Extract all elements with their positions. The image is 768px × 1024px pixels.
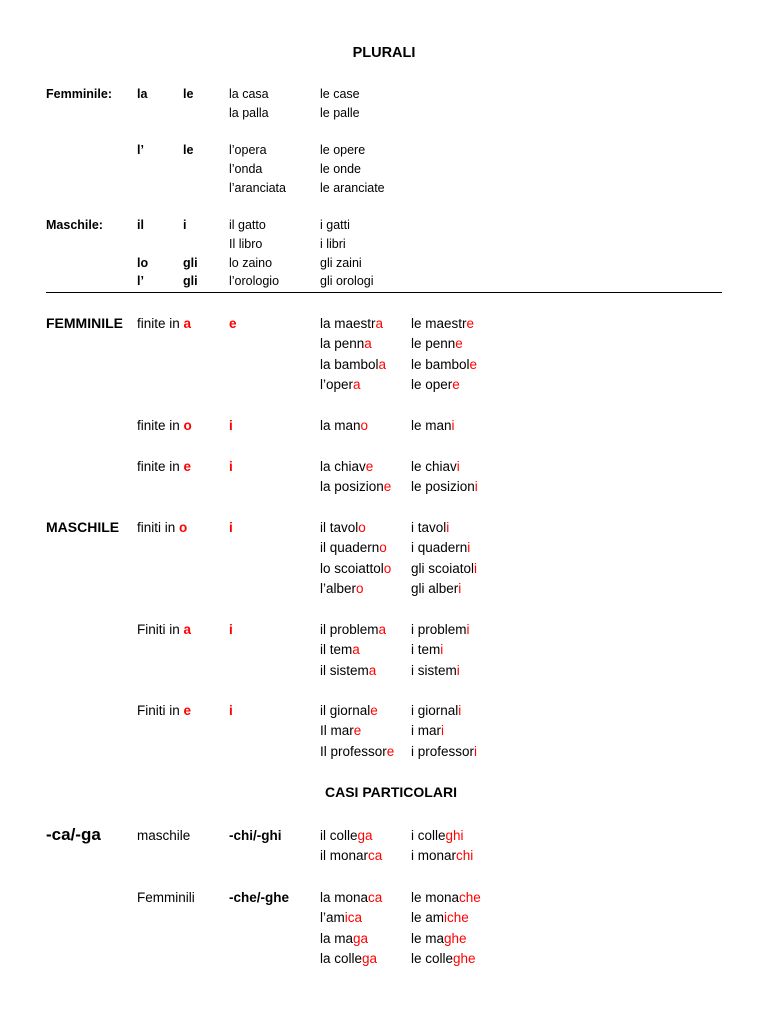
example-plural: le palle (320, 106, 360, 120)
plural-column (411, 701, 477, 762)
ending-rule: finite in a (137, 316, 192, 331)
plural-column (411, 314, 477, 396)
ending-rule: Finiti in a (137, 622, 192, 637)
example-plural: gli zaini (320, 256, 362, 270)
word-singular: il tema (320, 642, 360, 658)
example-singular: l’opera (229, 143, 267, 157)
word-singular: la mano (320, 418, 369, 433)
example-singular: la casa (229, 87, 269, 101)
example-singular: l’orologio (229, 274, 280, 288)
plural-column (411, 888, 481, 970)
maschile-heading: MASCHILE (46, 519, 120, 535)
page-title: PLURALI (352, 45, 416, 61)
plural-ending: i (229, 459, 233, 474)
singular-column (320, 888, 382, 970)
article-plural: le (183, 143, 194, 157)
word-plural: i problemi (411, 622, 470, 637)
article-singular: l’ (137, 143, 144, 157)
word-singular: lo scoiattolo (320, 560, 392, 576)
plural-ending: e (229, 316, 237, 331)
section-heading: CASI PARTICOLARI (325, 784, 457, 800)
article-plural: gli (183, 256, 198, 270)
plural-column (411, 620, 470, 681)
word-plural: le maestre (411, 316, 475, 331)
femminile-heading: FEMMINILE (46, 315, 123, 331)
example-singular: il gatto (229, 218, 266, 232)
word-plural: i tavoli (411, 520, 450, 535)
word-singular: il sistema (320, 662, 377, 678)
word-plural: le colleghe (411, 951, 476, 967)
word-plural: gli scoiatoli (411, 560, 478, 576)
article-singular: il (137, 218, 144, 232)
example-singular: lo zaino (229, 256, 273, 270)
word-plural: i temi (411, 642, 444, 658)
word-singular: il quaderno (320, 540, 387, 556)
word-singular: l’amica (320, 910, 363, 926)
plural-ending: i (229, 520, 233, 535)
ending-rule: finite in e (137, 459, 192, 474)
word-singular: la collega (320, 951, 378, 967)
word-singular: il collega (320, 828, 373, 843)
example-singular: l’onda (229, 162, 263, 176)
word-plural: le bambole (411, 356, 478, 372)
plural-column (411, 416, 455, 436)
word-plural: i monarchi (411, 848, 474, 864)
word-singular: l’albero (320, 581, 364, 597)
word-plural: i professori (411, 743, 478, 759)
ending-rule: finite in o (137, 418, 192, 433)
article-singular: la (137, 87, 148, 101)
example-plural: le case (320, 87, 360, 101)
word-singular: Il professore (320, 743, 395, 759)
plural-column (411, 457, 478, 498)
plural-ending: -che/-ghe (229, 890, 290, 905)
gender-label: maschile (137, 828, 191, 843)
word-plural: le posizioni (411, 479, 478, 495)
singular-column (320, 518, 391, 600)
word-plural: i mari (411, 723, 444, 739)
word-plural: i colleghi (411, 828, 464, 843)
word-singular: il giornale (320, 703, 378, 718)
singular-column (320, 620, 386, 681)
articles-maschile-label: Maschile: (46, 218, 103, 232)
article-singular: lo (137, 256, 149, 270)
example-plural: i gatti (320, 218, 350, 232)
word-plural: le opere (411, 377, 460, 393)
word-plural: le penne (411, 336, 463, 352)
word-singular: la maestra (320, 316, 384, 331)
plural-ending: i (229, 418, 233, 433)
word-plural: le maghe (411, 930, 467, 946)
plural-ending: i (229, 703, 233, 718)
articles-femminile-label: Femminile: (46, 87, 112, 101)
word-plural: le amiche (411, 910, 469, 926)
word-plural: le monache (411, 890, 481, 905)
word-singular: il tavolo (320, 520, 366, 535)
plural-column (411, 826, 473, 867)
divider (46, 292, 722, 293)
casi-label: -ca/-ga (46, 825, 101, 844)
example-plural: le aranciate (320, 181, 385, 195)
singular-column (320, 416, 368, 436)
article-plural: gli (183, 274, 198, 288)
plural-ending: -chi/-ghi (229, 828, 282, 843)
word-singular: la chiave (320, 459, 374, 474)
article-plural: le (183, 87, 194, 101)
word-singular: la bambola (320, 356, 387, 372)
word-plural: i sistemi (411, 662, 460, 678)
example-plural: le onde (320, 162, 362, 176)
singular-column (320, 701, 394, 762)
gender-label: Femminili (137, 890, 195, 905)
word-singular: l’opera (320, 377, 361, 393)
word-plural: le chiavi (411, 459, 460, 474)
word-plural: i giornali (411, 703, 462, 718)
example-plural: gli orologi (320, 274, 374, 288)
example-singular: Il libro (229, 237, 263, 251)
example-plural: le opere (320, 143, 366, 157)
ending-rule: finiti in o (137, 520, 188, 535)
article-singular: l’ (137, 274, 144, 288)
word-singular: il monarca (320, 848, 383, 864)
plural-column (411, 518, 477, 600)
word-singular: la maga (320, 930, 369, 946)
article-plural: i (183, 218, 187, 232)
word-singular: la penna (320, 336, 372, 352)
word-plural: le mani (411, 418, 455, 433)
singular-column (320, 314, 386, 396)
singular-column (320, 457, 391, 498)
word-plural: i quaderni (411, 540, 471, 556)
singular-column (320, 826, 382, 867)
word-singular: il problema (320, 622, 387, 637)
word-plural: gli alberi (411, 581, 462, 597)
plural-ending: i (229, 622, 233, 637)
word-singular: la posizione (320, 479, 392, 495)
example-singular: la palla (229, 106, 269, 120)
word-singular: Il mare (320, 723, 362, 739)
ending-rule: Finiti in e (137, 703, 192, 718)
word-singular: la monaca (320, 890, 383, 905)
example-singular: l’aranciata (229, 181, 286, 195)
example-plural: i libri (320, 237, 346, 251)
